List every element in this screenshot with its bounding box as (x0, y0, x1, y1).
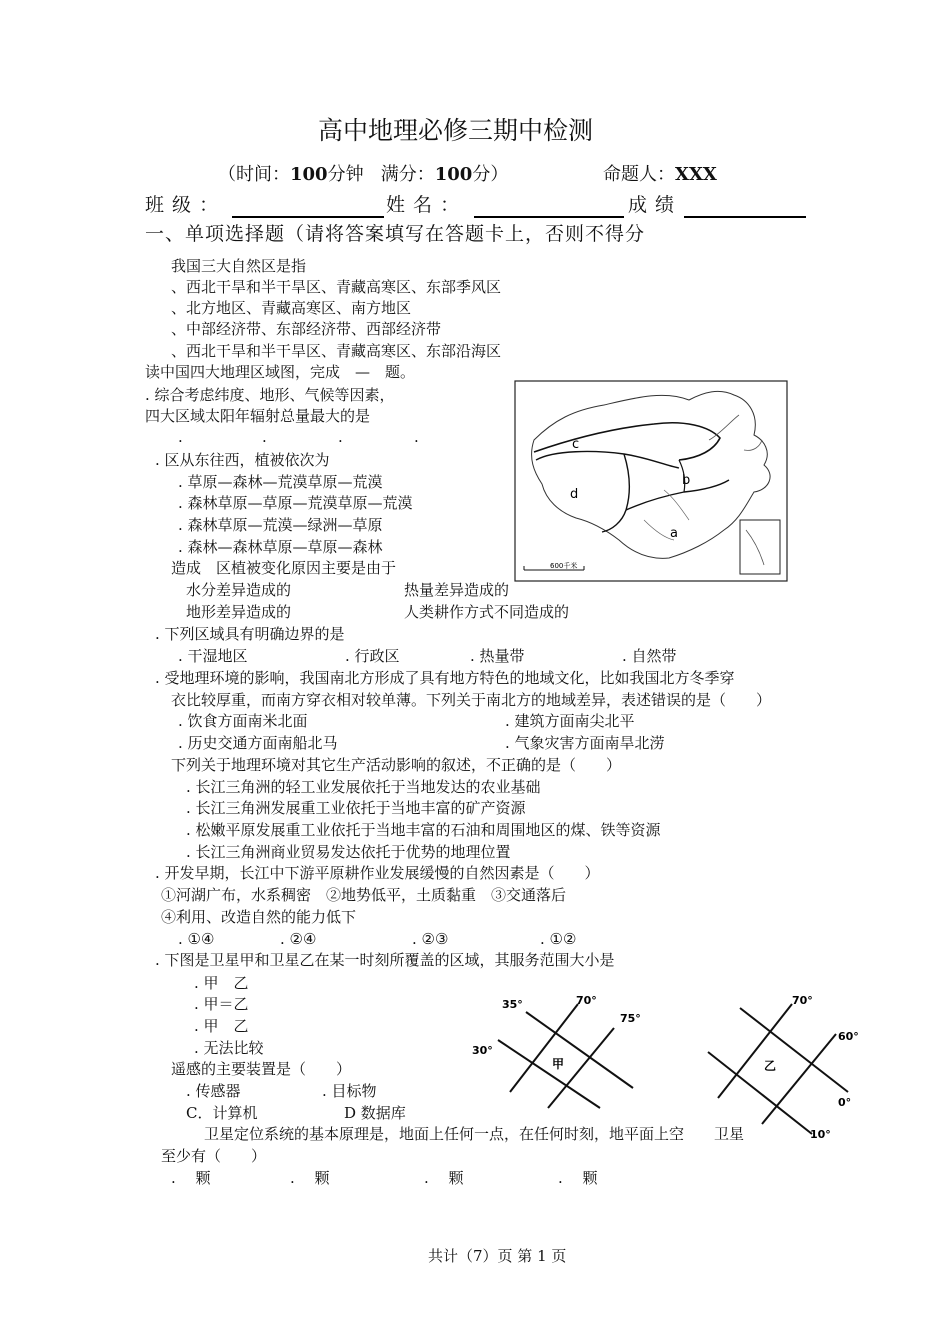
option-marker: . (178, 428, 183, 446)
score-field-label: 成 绩 (628, 194, 676, 216)
question-stem: 遥感的主要装置是（ ） (171, 1060, 352, 1078)
option: . 颗 (171, 1169, 211, 1187)
score-blank[interactable] (684, 216, 806, 218)
question-stem: ①河湖广布，水系稠密 ②地势低平，土质黏重 ③交通落后 (161, 886, 567, 904)
question-stem: . 受地理环境的影响，我国南北方形成了具有地方特色的地域文化，比如我国北方冬季穿 (155, 669, 735, 687)
option: D 数据库 (344, 1104, 406, 1122)
question-stem: 至少有（ ） (161, 1147, 267, 1165)
option: 、西北干旱和半干旱区、青藏高寒区、东部沿海区 (171, 342, 502, 360)
map-scale: 600千米 (550, 562, 578, 570)
question-stem: 下列关于地理环境对其它生产活动影响的叙述，不正确的是（ ） (171, 756, 622, 774)
lat-label: 35° (502, 998, 523, 1011)
option-marker: . (262, 428, 267, 446)
name-blank[interactable] (474, 216, 624, 218)
question-stem: 造成 区植被变化原因主要是由于 (171, 559, 397, 577)
option: . 传感器 (186, 1082, 241, 1100)
question-stem: ④利用、改造自然的能力低下 (161, 908, 357, 926)
question-stem: . 区从东往西，植被依次为 (155, 451, 330, 469)
region-label-d: d (570, 487, 579, 502)
region-label-b: b (682, 473, 691, 488)
satellite-b-coverage (700, 990, 870, 1140)
option: C．计算机 (186, 1104, 258, 1122)
lat-label: 60° (838, 1030, 859, 1043)
option: . 气象灾害方面南旱北涝 (505, 734, 665, 752)
option: 水分差异造成的 (186, 581, 292, 599)
lat-label: 30° (472, 1044, 493, 1057)
question-stem: . 开发早期，长江中下游平原耕作业发展缓慢的自然因素是（ ） (155, 864, 600, 882)
satellite-a-label: 甲 (552, 1057, 565, 1071)
question-stem: . 下列区域具有明确边界的是 (155, 625, 345, 643)
option: . 干湿地区 (178, 647, 248, 665)
question-stem: . 下图是卫星甲和卫星乙在某一时刻所覆盖的区域，其服务范围大小是 (155, 951, 615, 969)
option: 、中部经济带、东部经济带、西部经济带 (171, 320, 442, 338)
class-label: 班 级 ： (145, 194, 220, 216)
question-stem: 我国三大自然区是指 (171, 257, 307, 275)
option: . 颗 (290, 1169, 330, 1187)
author-info (603, 163, 717, 187)
option: . 森林—森林草原—草原—森林 (178, 538, 383, 556)
author-label: 命题人： (603, 164, 675, 185)
option-marker: . (414, 428, 419, 446)
lon-label: 75° (620, 1012, 641, 1025)
option: . 行政区 (345, 647, 400, 665)
option: . 颗 (424, 1169, 464, 1187)
option: . ①② (540, 930, 577, 948)
satellite-a-coverage (468, 990, 654, 1110)
option: 、北方地区、青藏高寒区、南方地区 (171, 299, 412, 317)
option: . 饮食方面南米北面 (178, 712, 308, 730)
china-regions-map (514, 380, 788, 582)
option: . 甲 乙 (194, 974, 249, 992)
score-label: 满分： (380, 164, 435, 185)
option: . 甲 乙 (194, 1017, 249, 1035)
class-blank[interactable] (232, 216, 384, 218)
option: 热量差异造成的 (404, 581, 510, 599)
author-value: XXX (675, 164, 717, 185)
time-unit: 分钟 (327, 164, 364, 185)
option: . 建筑方面南尖北平 (505, 712, 635, 730)
option: . 无法比较 (194, 1039, 264, 1057)
option: . 甲＝乙 (194, 995, 249, 1013)
option: 地形差异造成的 (186, 603, 292, 621)
time-value: 100 (290, 164, 328, 185)
satellite-b-label: 乙 (764, 1059, 777, 1073)
question-stem: 卫星定位系统的基本原理是，地面上任何一点，在任何时刻，地平面上空 卫星 (204, 1125, 745, 1143)
option: . ②④ (280, 930, 317, 948)
lon-label: 70° (792, 994, 813, 1007)
page-footer: 共计（7）页 第 1 页 (428, 1247, 567, 1265)
region-label-c: c (572, 437, 580, 452)
option: . 长江三角洲的轻工业发展依托于当地发达的农业基础 (186, 778, 541, 796)
question-stem: 四大区域太阳年辐射总量最大的是 (145, 407, 371, 425)
option: 人类耕作方式不同造成的 (404, 603, 570, 621)
question-stem: . 综合考虑纬度、地形、气候等因素， (145, 386, 395, 404)
score-unit: 分） (472, 164, 509, 185)
page-title: 高中地理必修三期中检测 (318, 116, 594, 145)
option: . 长江三角洲商业贸易发达依托于优势的地理位置 (186, 843, 511, 861)
lon-label: 10° (810, 1128, 831, 1140)
region-label-a: a (670, 526, 678, 541)
option-marker: . (338, 428, 343, 446)
option: . 颗 (558, 1169, 598, 1187)
option: . 热量带 (470, 647, 525, 665)
score-value: 100 (434, 164, 473, 185)
option: . 松嫩平原发展重工业依托于当地丰富的石油和周围地区的煤、铁等资源 (186, 821, 661, 839)
option: . 长江三角洲发展重工业依托于当地丰富的矿产资源 (186, 799, 526, 817)
option: . 自然带 (622, 647, 677, 665)
name-label: 姓 名 ： (386, 194, 461, 216)
option: 、西北干旱和半干旱区、青藏高寒区、东部季风区 (171, 278, 502, 296)
lon-label: 70° (576, 994, 597, 1007)
lat-label: 0° (838, 1096, 852, 1109)
section-heading: 一、单项选择题（请将答案填写在答题卡上，否则不得分 (145, 223, 646, 245)
option: . 历史交通方面南船北马 (178, 734, 338, 752)
option: . 草原—森林—荒漠草原—荒漠 (178, 473, 383, 491)
time-label: （时间： (218, 164, 290, 185)
option: . 森林草原—荒漠—绿洲—草原 (178, 516, 383, 534)
question-stem: 衣比较厚重，而南方穿衣相对较单薄。下列关于南北方的地域差异，表述错误的是（ ） (171, 691, 772, 709)
option: . ②③ (412, 930, 449, 948)
exam-info (218, 163, 508, 187)
option: . 目标物 (322, 1082, 377, 1100)
option: . 森林草原—草原—荒漠草原—荒漠 (178, 494, 413, 512)
question-stem: 读中国四大地理区域图，完成 — 题。 (145, 363, 416, 381)
option: . ①④ (178, 930, 215, 948)
